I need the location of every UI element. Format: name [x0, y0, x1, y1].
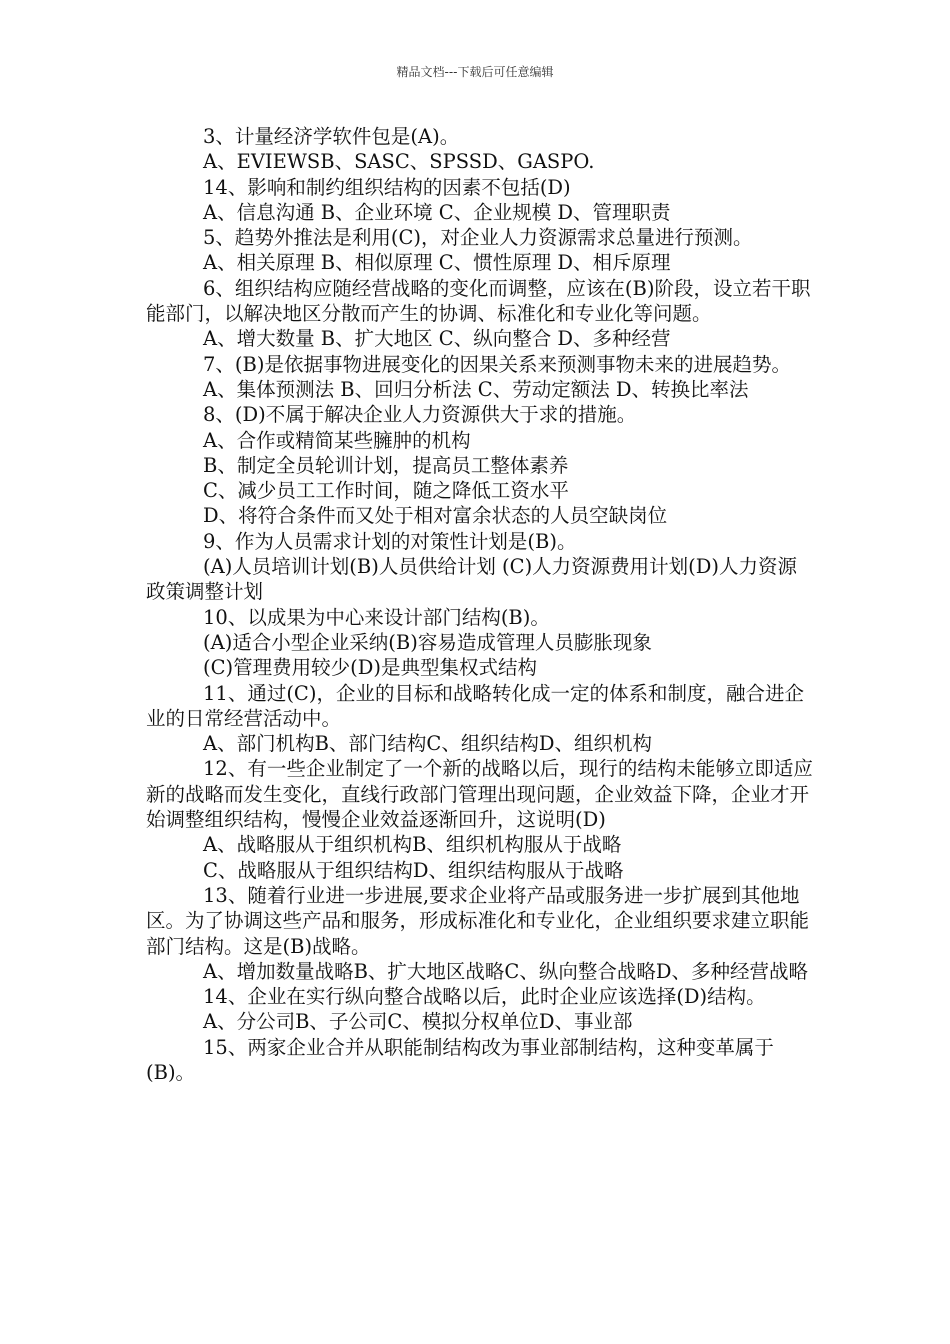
- question-line: 6、组织结构应随经营战略的变化而调整，应该在(B)阶段，设立若干职能部门，以解决地区分散而产生的协调、标准化和专业化等问题。: [146, 276, 811, 326]
- answer-options-line: A、EVIEWSB、SASC、SPSSD、GASPO.: [203, 150, 595, 174]
- question-line: 9、作为人员需求计划的对策性计划是(B)。: [203, 529, 577, 553]
- answer-option: D、将符合条件而又处于相对富余状态的人员空缺岗位: [203, 504, 668, 528]
- answer-options-line: A、部门机构B、部门结构C、组织结构D、组织机构: [203, 732, 652, 756]
- page-header: 精品文档---下载后可任意编辑: [396, 65, 554, 79]
- answer-options-line: A、增大数量 B、扩大地区 C、纵向整合 D、多种经营: [203, 327, 671, 351]
- question-line: 14、企业在实行纵向整合战略以后，此时企业应该选择(D)结构。: [203, 985, 766, 1009]
- question-line: 8、(D)不属于解决企业人力资源供大于求的措施。: [203, 403, 637, 427]
- answer-options-line: A、相关原理 B、相似原理 C、惯性原理 D、相斥原理: [203, 251, 671, 275]
- answer-options-line: A、增加数量战略B、扩大地区战略C、纵向整合战略D、多种经营战略: [203, 959, 808, 983]
- answer-options-line: C、战略服从于组织结构D、组织结构服从于战略: [203, 858, 624, 882]
- answer-option: A、合作或精简某些臃肿的机构: [203, 428, 471, 452]
- question-line: 13、随着行业进一步进展,要求企业将产品或服务进一步扩展到其他地区。为了协调这些产品和服务，形成标准化和专业化，企业组织要求建立职能部门结构。这是(B)战略。: [146, 883, 810, 958]
- question-line: 15、两家企业合并从职能制结构改为事业部制结构，这种变革属于(B)。: [146, 1035, 774, 1084]
- answer-options-line: (A)适合小型企业采纳(B)容易造成管理人员膨胀现象: [203, 630, 652, 654]
- question-line: 10、以成果为中心来设计部门结构(B)。: [203, 605, 550, 629]
- answer-options-line: A、信息沟通 B、企业环境 C、企业规模 D、管理职责: [203, 200, 671, 224]
- question-line: 5、趋势外推法是利用(C)，对企业人力资源需求总量进行预测。: [203, 226, 753, 250]
- answer-options-line: A、分公司B、子公司C、模拟分权单位D、事业部: [203, 1010, 633, 1034]
- document-body: [146, 124, 814, 1085]
- answer-options-line: (A)人员培训计划(B)人员供给计划 (C)人力资源费用计划(D)人力资源政策调整计划: [146, 555, 798, 604]
- question-line: 14、影响和制约组织结构的因素不包括(D): [203, 175, 571, 199]
- answer-option: C、减少员工工作时间，随之降低工资水平: [203, 479, 569, 503]
- answer-options-line: A、战略服从于组织机构B、组织机构服从于战略: [203, 833, 622, 857]
- question-line: 3、计量经济学软件包是(A)。: [203, 125, 460, 148]
- answer-option: B、制定全员轮训计划，提高员工整体素养: [203, 453, 569, 477]
- answer-options-line: A、集体预测法 B、回归分析法 C、劳动定额法 D、转换比率法: [203, 377, 749, 401]
- question-line: 12、有一些企业制定了一个新的战略以后，现行的结构未能够立即适应新的战略而发生变化，直线行政部门管理出现问题，企业效益下降，企业才开始调整组织结构，慢慢企业效益逐渐回升，这说明(D): [146, 757, 813, 832]
- answer-options-line: (C)管理费用较少(D)是典型集权式结构: [203, 656, 537, 680]
- question-line: 11、通过(C)，企业的目标和战略转化成一定的体系和制度，融合进企业的日常经营活动中。: [146, 681, 804, 730]
- question-line: 7、(B)是依据事物进展变化的因果关系来预测事物未来的进展趋势。: [203, 352, 791, 376]
